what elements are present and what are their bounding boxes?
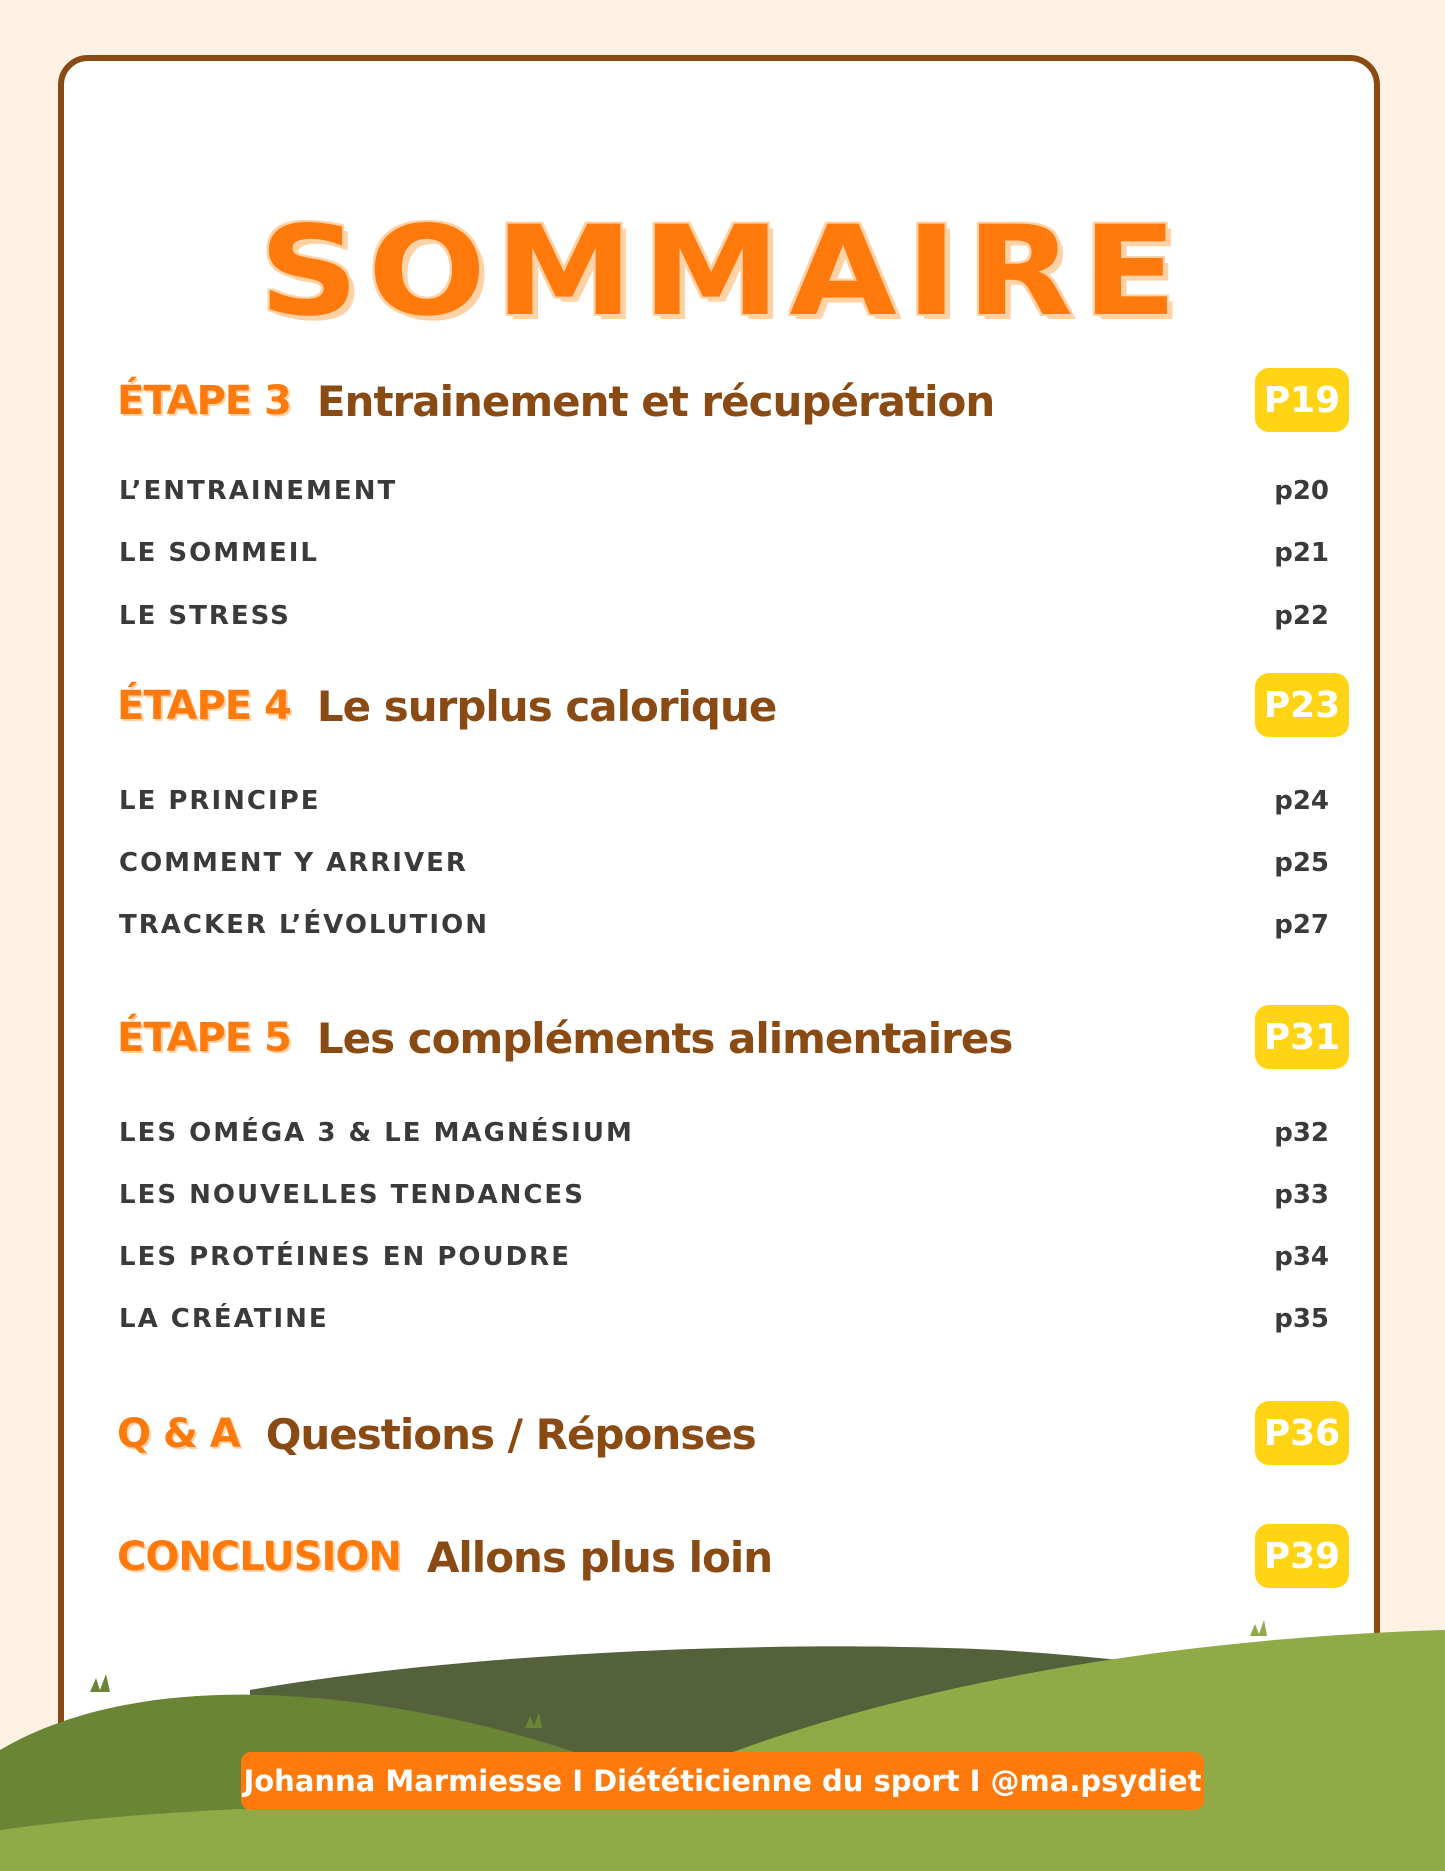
section-label: ÉTAPE 4 bbox=[117, 683, 291, 729]
toc-item[interactable] bbox=[119, 1113, 1329, 1153]
section-label: ÉTAPE 5 bbox=[117, 1015, 291, 1061]
toc-item[interactable] bbox=[119, 1237, 1329, 1277]
toc-item-label: LA CRÉATINE bbox=[119, 1304, 329, 1334]
grass-tuft-icon bbox=[90, 1674, 110, 1692]
toc-item-label: LES NOUVELLES TENDANCES bbox=[119, 1180, 585, 1210]
section-etape-5[interactable] bbox=[117, 1005, 1349, 1071]
hills-illustration bbox=[0, 1620, 1445, 1871]
page-title: SOMMAIRE bbox=[258, 200, 1187, 344]
toc-item[interactable] bbox=[119, 905, 1329, 945]
toc-item-label: L’ENTRAINEMENT bbox=[119, 476, 398, 506]
section-title: Le surplus calorique bbox=[316, 681, 777, 731]
section-title: Questions / Réponses bbox=[265, 1409, 756, 1459]
page-badge: P19 bbox=[1255, 368, 1349, 432]
page-badge: P36 bbox=[1255, 1401, 1349, 1465]
toc-item-page: p35 bbox=[1274, 1304, 1329, 1334]
section-title: Les compléments alimentaires bbox=[316, 1013, 1013, 1063]
grass-tuft-icon bbox=[1250, 1620, 1267, 1636]
toc-item-page: p27 bbox=[1274, 910, 1329, 940]
toc-item[interactable] bbox=[119, 471, 1329, 511]
toc-item[interactable] bbox=[119, 843, 1329, 883]
toc-item-page: p34 bbox=[1274, 1242, 1329, 1272]
section-etape-4[interactable] bbox=[117, 673, 1349, 739]
toc-item-label: LES OMÉGA 3 & LE MAGNÉSIUM bbox=[119, 1118, 634, 1148]
toc-item-label: LE STRESS bbox=[119, 601, 291, 631]
toc-item-label: LE PRINCIPE bbox=[119, 786, 321, 816]
toc-item[interactable] bbox=[119, 1175, 1329, 1215]
toc-item[interactable] bbox=[119, 533, 1329, 573]
toc-item-page: p33 bbox=[1274, 1180, 1329, 1210]
section-label: Q & A bbox=[117, 1411, 240, 1457]
section-label: ÉTAPE 3 bbox=[117, 378, 291, 424]
footer-credit: Johanna Marmiesse I Diététicienne du sport I @ma.psydiet bbox=[241, 1752, 1204, 1810]
toc-item-label: TRACKER L’ÉVOLUTION bbox=[119, 910, 489, 940]
toc-item[interactable] bbox=[119, 596, 1329, 636]
section-q-and-a[interactable] bbox=[117, 1401, 1349, 1467]
toc-item-label: LES PROTÉINES EN POUDRE bbox=[119, 1242, 571, 1272]
toc-item-page: p24 bbox=[1274, 786, 1329, 816]
section-label: CONCLUSION bbox=[117, 1534, 401, 1580]
toc-item-page: p22 bbox=[1274, 601, 1329, 631]
toc-item[interactable] bbox=[119, 781, 1329, 821]
toc-item-label: COMMENT Y ARRIVER bbox=[119, 848, 468, 878]
toc-item-page: p20 bbox=[1274, 476, 1329, 506]
toc-item-label: LE SOMMEIL bbox=[119, 538, 319, 568]
page-badge: P23 bbox=[1255, 673, 1349, 737]
section-conclusion[interactable] bbox=[117, 1524, 1349, 1590]
page-badge: P39 bbox=[1255, 1524, 1349, 1588]
section-title: Allons plus loin bbox=[426, 1532, 773, 1582]
page-badge: P31 bbox=[1255, 1005, 1349, 1069]
toc-item-page: p25 bbox=[1274, 848, 1329, 878]
section-title: Entrainement et récupération bbox=[316, 376, 995, 426]
toc-item[interactable] bbox=[119, 1299, 1329, 1339]
toc-item-page: p32 bbox=[1274, 1118, 1329, 1148]
section-etape-3[interactable] bbox=[117, 368, 1349, 434]
toc-item-page: p21 bbox=[1274, 538, 1329, 568]
